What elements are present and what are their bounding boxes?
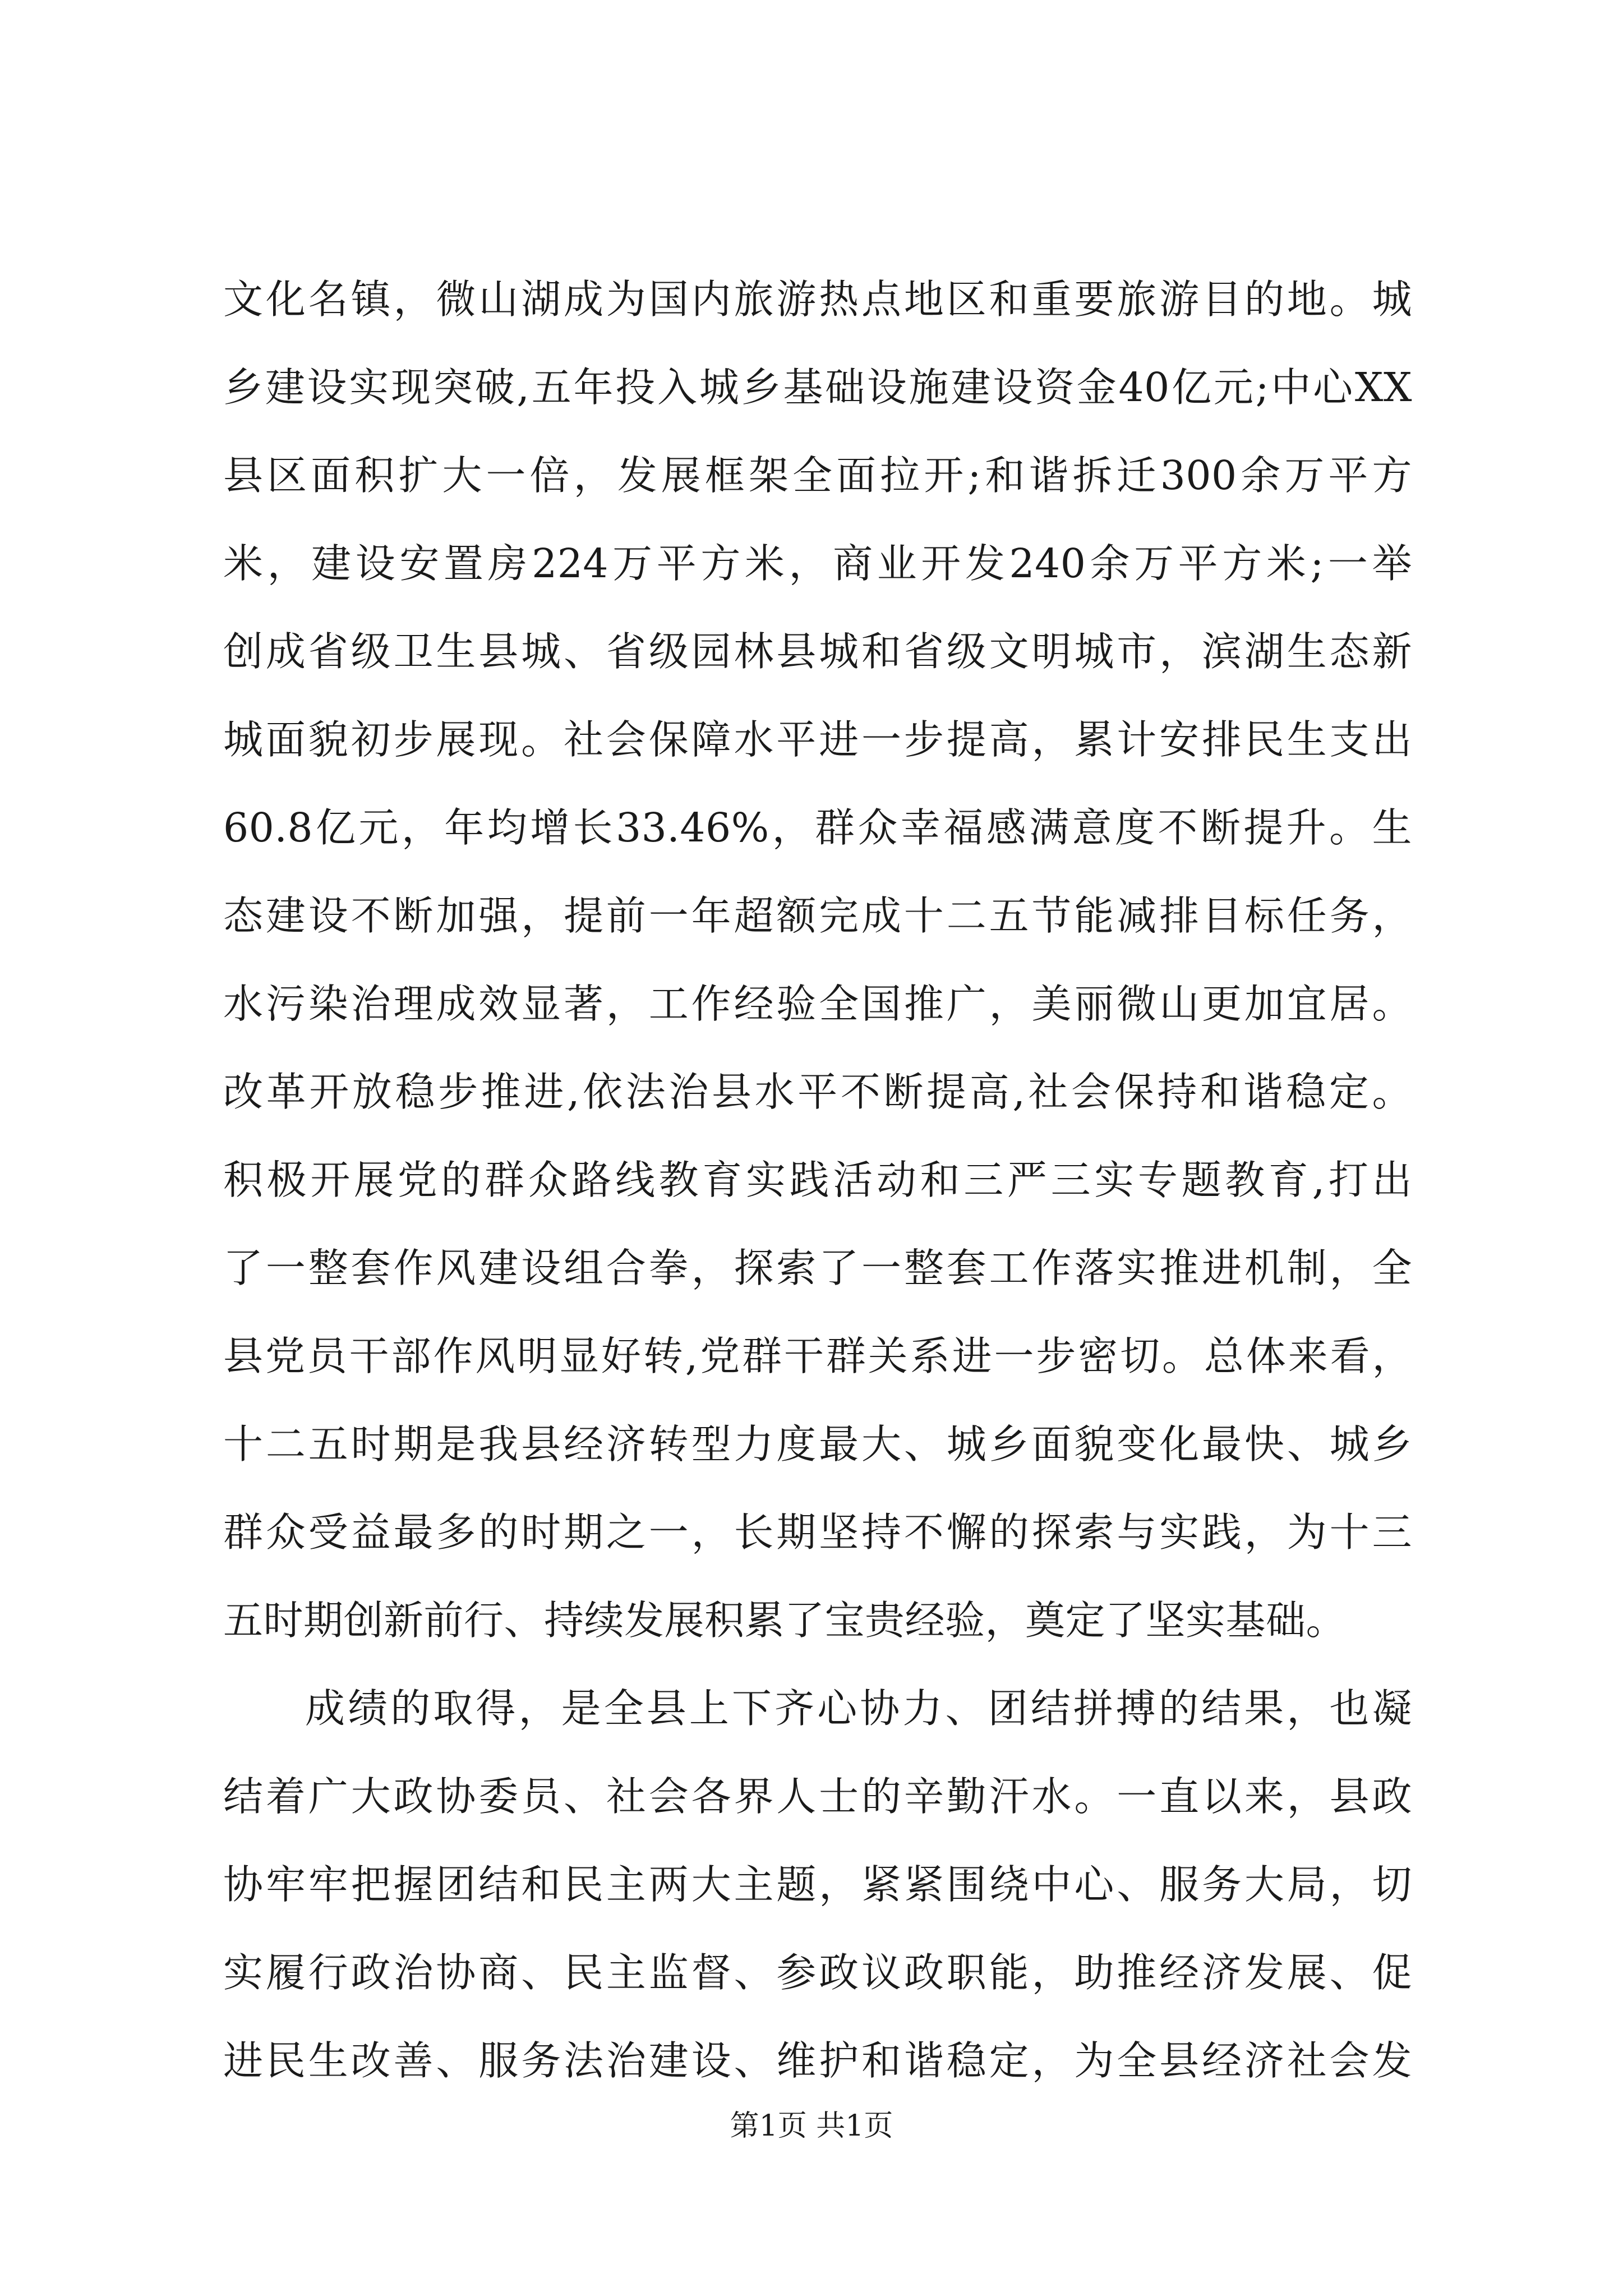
text-line: 改革开放稳步推进,依法治县水平不断提高,社会保持和谐稳定。 (223, 1069, 1412, 1115)
page-footer (0, 2106, 1623, 2146)
text-line: 米，建设安置房224万平方米，商业开发240余万平方米;一举 (223, 540, 1412, 587)
text-line: 成绩的取得，是全县上下齐心协力、团结拼搏的结果，也凝 (305, 1685, 1412, 1732)
text-line: 县区面积扩大一倍，发展框架全面拉开;和谐拆迁300余万平方 (223, 452, 1412, 499)
text-line: 态建设不断加强，提前一年超额完成十二五节能减排目标任务， (223, 892, 1412, 939)
text-line: 协牢牢把握团结和民主两大主题，紧紧围绕中心、服务大局，切 (223, 1861, 1412, 1908)
text-line: 创成省级卫生县城、省级园林县城和省级文明城市，滨湖生态新 (223, 628, 1412, 675)
text-line: 乡建设实现突破,五年投入城乡基础设施建设资金40亿元;中心XX (223, 364, 1412, 411)
paragraph-1 (223, 255, 1412, 1664)
text-line: 县党员干部作风明显好转,党群干群关系进一步密切。总体来看， (223, 1333, 1412, 1379)
text-line: 60.8亿元，年均增长33.46%，群众幸福感满意度不断提升。生 (223, 804, 1412, 851)
text-line: 进民生改善、服务法治建设、维护和谐稳定，为全县经济社会发 (223, 2037, 1412, 2084)
paragraph-2 (223, 1664, 1412, 2105)
page-number: 第1页 共1页 (730, 2109, 893, 2143)
text-line: 十二五时期是我县经济转型力度最大、城乡面貌变化最快、城乡 (223, 1421, 1412, 1467)
text-line: 五时期创新前行、持续发展积累了宝贵经验，奠定了坚实基础。 (223, 1597, 1347, 1644)
document-body (223, 255, 1412, 2105)
text-line: 结着广大政协委员、社会各界人士的辛勤汗水。一直以来，县政 (223, 1773, 1412, 1820)
text-line: 水污染治理成效显著，工作经验全国推广，美丽微山更加宜居。 (223, 981, 1412, 1027)
text-line: 群众受益最多的时期之一，长期坚持不懈的探索与实践，为十三 (223, 1509, 1412, 1556)
text-line: 积极开展党的群众路线教育实践活动和三严三实专题教育,打出 (223, 1157, 1412, 1203)
text-line: 城面貌初步展现。社会保障水平进一步提高，累计安排民生支出 (223, 716, 1412, 763)
text-line: 文化名镇，微山湖成为国内旅游热点地区和重要旅游目的地。城 (223, 276, 1412, 323)
text-line: 了一整套作风建设组合拳，探索了一整套工作落实推进机制，全 (223, 1245, 1412, 1291)
text-line: 实履行政治协商、民主监督、参政议政职能，助推经济发展、促 (223, 1949, 1412, 1996)
